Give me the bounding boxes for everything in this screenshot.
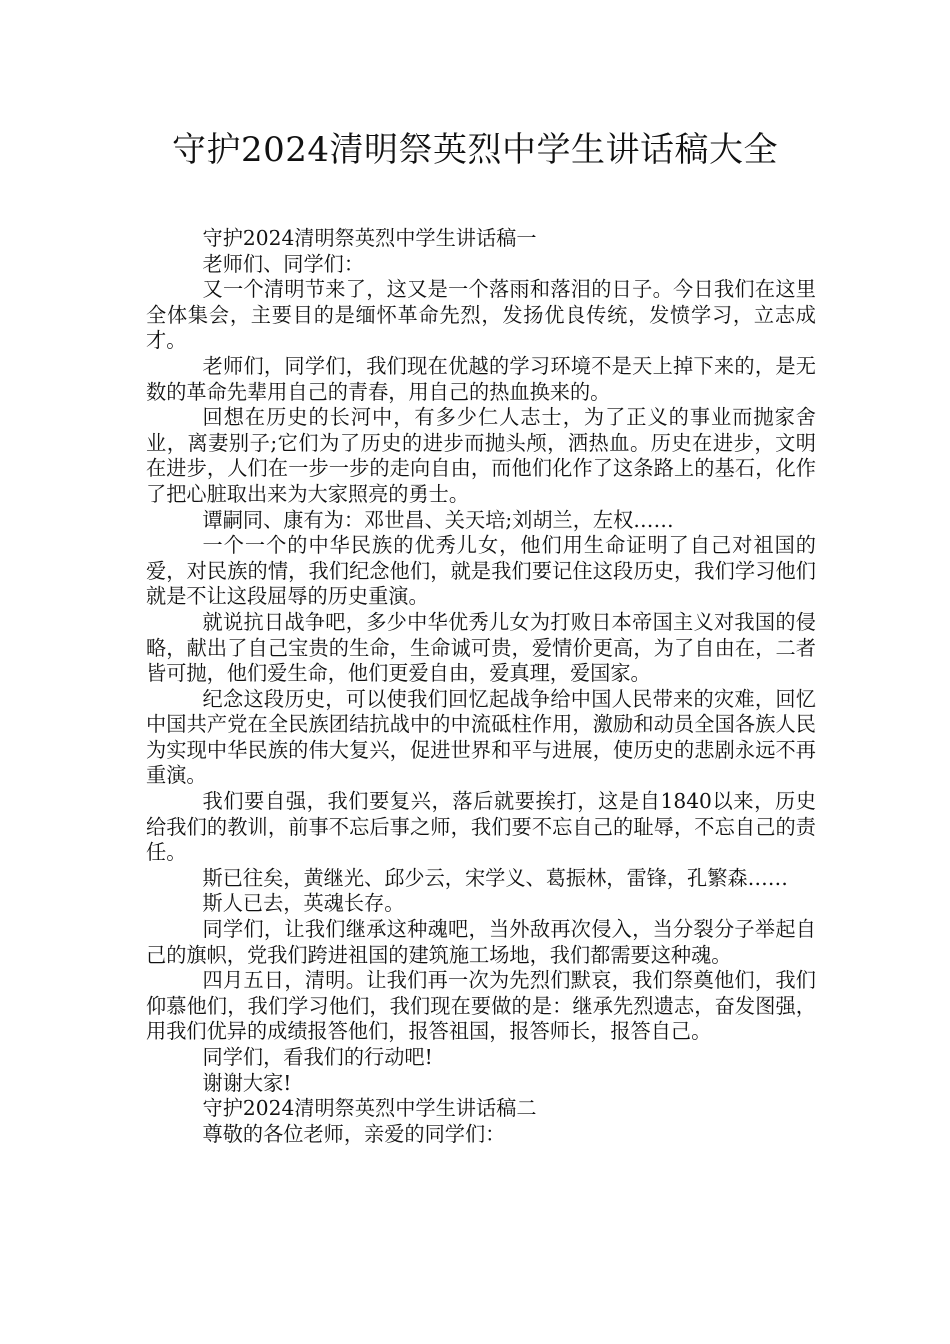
paragraph: 就说抗日战争吧，多少中华优秀儿女为打败日本帝国主义对我国的侵略，献出了自己宝贵的生命，生命诚可贵，爱情价更高，为了自由在，二者皆可抛，他们爱生命，他们更爱自由，爱真理，爱国家。 [146, 609, 816, 686]
paragraph: 四月五日，清明。让我们再一次为先烈们默哀，我们祭奠他们，我们仰慕他们，我们学习他们，我们现在要做的是：继承先烈遗志，奋发图强，用我们优异的成绩报答他们，报答祖国，报答师长，报答自己。 [146, 968, 816, 1044]
paragraph: 斯人已去，英魂长存。 [202, 891, 405, 916]
paragraph: 回想在历史的长河中，有多少仁人志士，为了正义的事业而抛家舍业，离妻别子;它们为了历史的进步而抛头颅，洒热血。历史在进步，文明在进步，人们在一步一步的走向自由，而他们化作了这条路上的基石，化作了把心脏取出来为大家照亮的勇士。 [146, 405, 816, 506]
salutation: 老师们、同学们： [202, 251, 365, 276]
paragraph: 谭嗣同、康有为：邓世昌、关天培;刘胡兰，左权…… [202, 507, 674, 532]
section-heading-2: 守护2024清明祭英烈中学生讲话稿二 [202, 1096, 537, 1121]
section-heading-1: 守护2024清明祭英烈中学生讲话稿一 [202, 226, 537, 250]
paragraph: 同学们，看我们的行动吧! [202, 1045, 433, 1069]
paragraph: 斯已往矣，黄继光、邱少云，宋学义、葛振林，雷锋，孔繁森…… [202, 865, 788, 890]
paragraph: 又一个清明节来了，这又是一个落雨和落泪的日子。今日我们在这里全体集会，主要目的是缅怀革命先烈，发扬优良传统，发愤学习，立志成才。 [146, 277, 816, 353]
paragraph: 老师们，同学们，我们现在优越的学习环境不是天上掉下来的，是无数的革命先辈用自己的青春，用自己的热血换来的。 [146, 353, 816, 404]
salutation: 尊敬的各位老师，亲爱的同学们： [202, 1121, 506, 1146]
document-title: 守护2024清明祭英烈中学生讲话稿大全 [171, 130, 779, 170]
closing: 谢谢大家! [202, 1070, 292, 1095]
paragraph: 纪念这段历史，可以使我们回忆起战争给中国人民带来的灾难，回忆中国共产党在全民族团结抗战中的中流砥柱作用，激励和动员全国各族人民为实现中华民族的伟大复兴，促进世界和平与进展，使历史的悲剧永远不再重演。 [146, 686, 816, 788]
paragraph: 一个一个的中华民族的优秀儿女，他们用生命证明了自己对祖国的爱，对民族的情，我们纪念他们，就是我们要记住这段历史，我们学习他们就是不让这段屈辱的历史重演。 [146, 533, 816, 609]
paragraph: 同学们，让我们继承这种魂吧，当外敌再次侵入，当分裂分子举起自己的旗帜，党我们跨进祖国的建筑施工场地，我们都需要这种魂。 [146, 917, 816, 967]
paragraph: 我们要自强，我们要复兴，落后就要挨打，这是自1840以来，历史给我们的教训，前事不忘后事之师，我们要不忘自己的耻辱，不忘自己的责任。 [146, 789, 816, 865]
document-body [146, 226, 816, 1147]
